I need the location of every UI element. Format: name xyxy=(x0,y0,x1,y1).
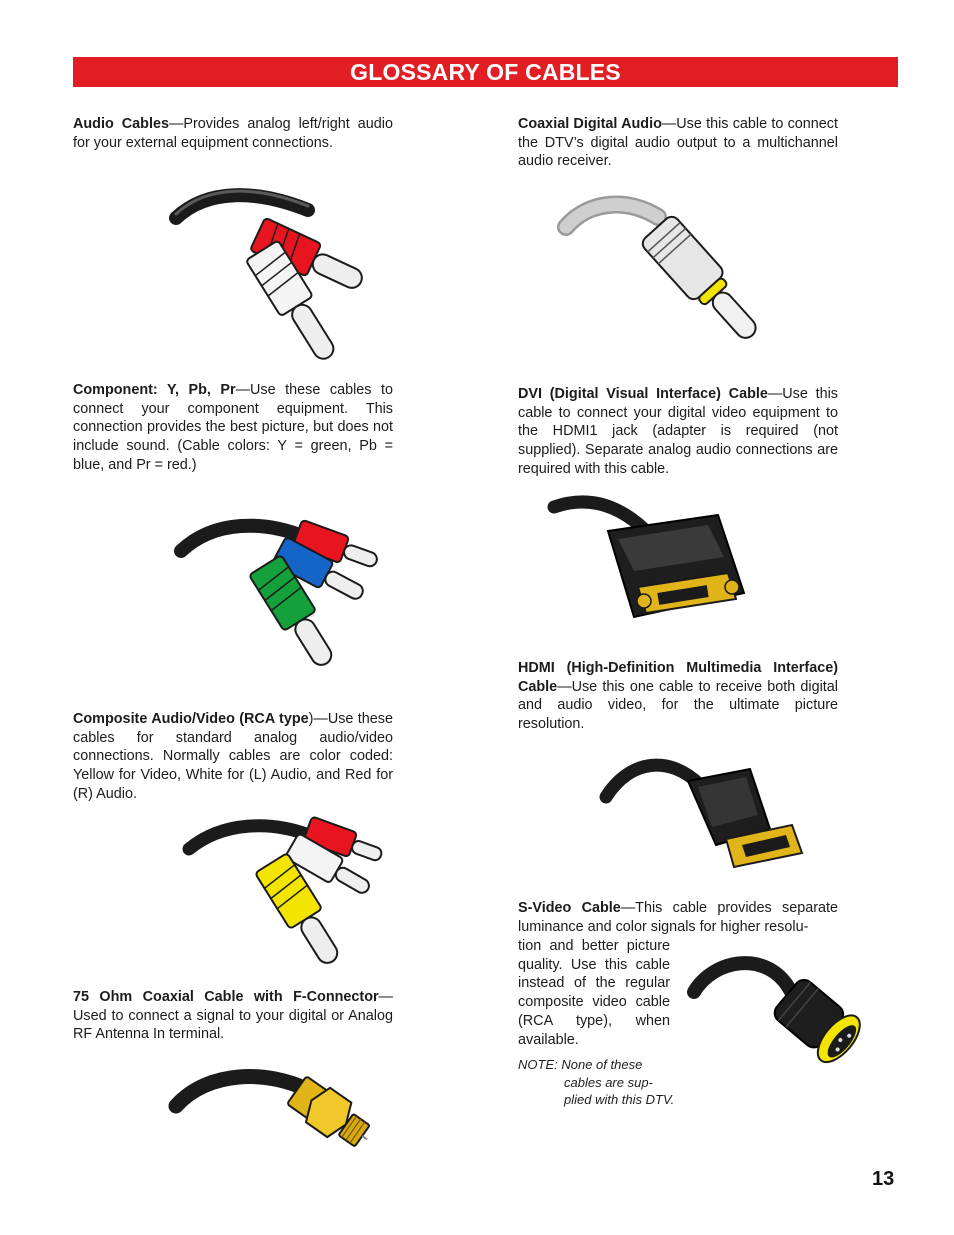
audio-cable-icon xyxy=(168,188,388,323)
composite-term: Composite Audio/Video (RCA type xyxy=(73,711,309,727)
component-term: Component: Y, Pb, Pr xyxy=(73,382,236,398)
composite-cable-icon xyxy=(183,815,388,940)
note-line-2: cables are sup- xyxy=(564,1074,653,1090)
composite-text: )—Use these cables for standard analog audio/video connections. Normally cables are color coded: Yellow for Video, White for (L) Audio, and Red for (R) Audio. xyxy=(73,711,393,802)
s-video-cable-icon xyxy=(688,950,888,1075)
component-cable-icon xyxy=(175,515,385,640)
dvi-entry xyxy=(518,385,838,479)
composite-entry xyxy=(73,710,393,804)
dvi-term: DVI (Digital Visual Interface) Cable xyxy=(518,386,768,402)
note-line-1: : None of these xyxy=(554,1057,643,1072)
s-video-entry xyxy=(518,899,838,936)
s-video-text-1: —This cable provides separate luminance and color signals for higher resolu- xyxy=(518,900,838,935)
audio-cables-text: —Provides analog left/right audio for your external equipment connections. xyxy=(73,116,393,151)
component-entry xyxy=(73,381,393,475)
page-number: 13 xyxy=(872,1168,895,1190)
hdmi-entry xyxy=(518,659,838,734)
coaxial-digital-cable-icon xyxy=(560,195,760,325)
coax75-term: 75 Ohm Coaxial Cable with F-Connector xyxy=(73,989,379,1005)
s-video-term: S-Video Cable xyxy=(518,900,621,916)
hdmi-cable-icon xyxy=(600,755,810,870)
f-connector-cable-icon xyxy=(168,1060,378,1160)
dvi-cable-icon xyxy=(548,495,753,625)
coax75-entry xyxy=(73,988,393,1044)
hdmi-text: —Use this one cable to receive both digital and audio video, for the ultimate picture resolution. xyxy=(518,678,838,733)
coaxial-digital-text: —Use this cable to connect the DTV’s digital audio output to a multichannel audio receiver. xyxy=(518,116,838,170)
coaxial-digital-entry xyxy=(518,115,838,171)
audio-cables-entry xyxy=(73,115,393,152)
note-line-3: plied with this DTV. xyxy=(564,1092,675,1107)
hdmi-term: HDMI (High-Definition Multimedia Interface) Cable xyxy=(518,660,838,695)
note xyxy=(518,1056,693,1109)
audio-cables-term: Audio Cables xyxy=(73,116,169,132)
coax75-text: —Used to connect a signal to your digital or Analog RF Antenna In terminal. xyxy=(73,989,393,1043)
component-text: —Use these cables to connect your component equipment. This connection provides the best picture, but does not include sound. (Cable colors: Y = green, Pb = blue, and Pr = red.) xyxy=(73,382,393,473)
page-title: GLOSSARY OF CABLES xyxy=(73,57,898,87)
coaxial-digital-term: Coaxial Digital Audio xyxy=(518,116,662,132)
s-video-text-2: tion and better picture quality. Use this cable instead of the regular composite video cable (RCA type), when available. xyxy=(518,938,670,1048)
note-label: NOTE xyxy=(518,1057,555,1072)
dvi-text: —Use this cable to connect your digital video equipment to the HDMI1 jack (adapter is required (not supplied). Separate analog audio connections are required with this cable. xyxy=(518,386,838,477)
